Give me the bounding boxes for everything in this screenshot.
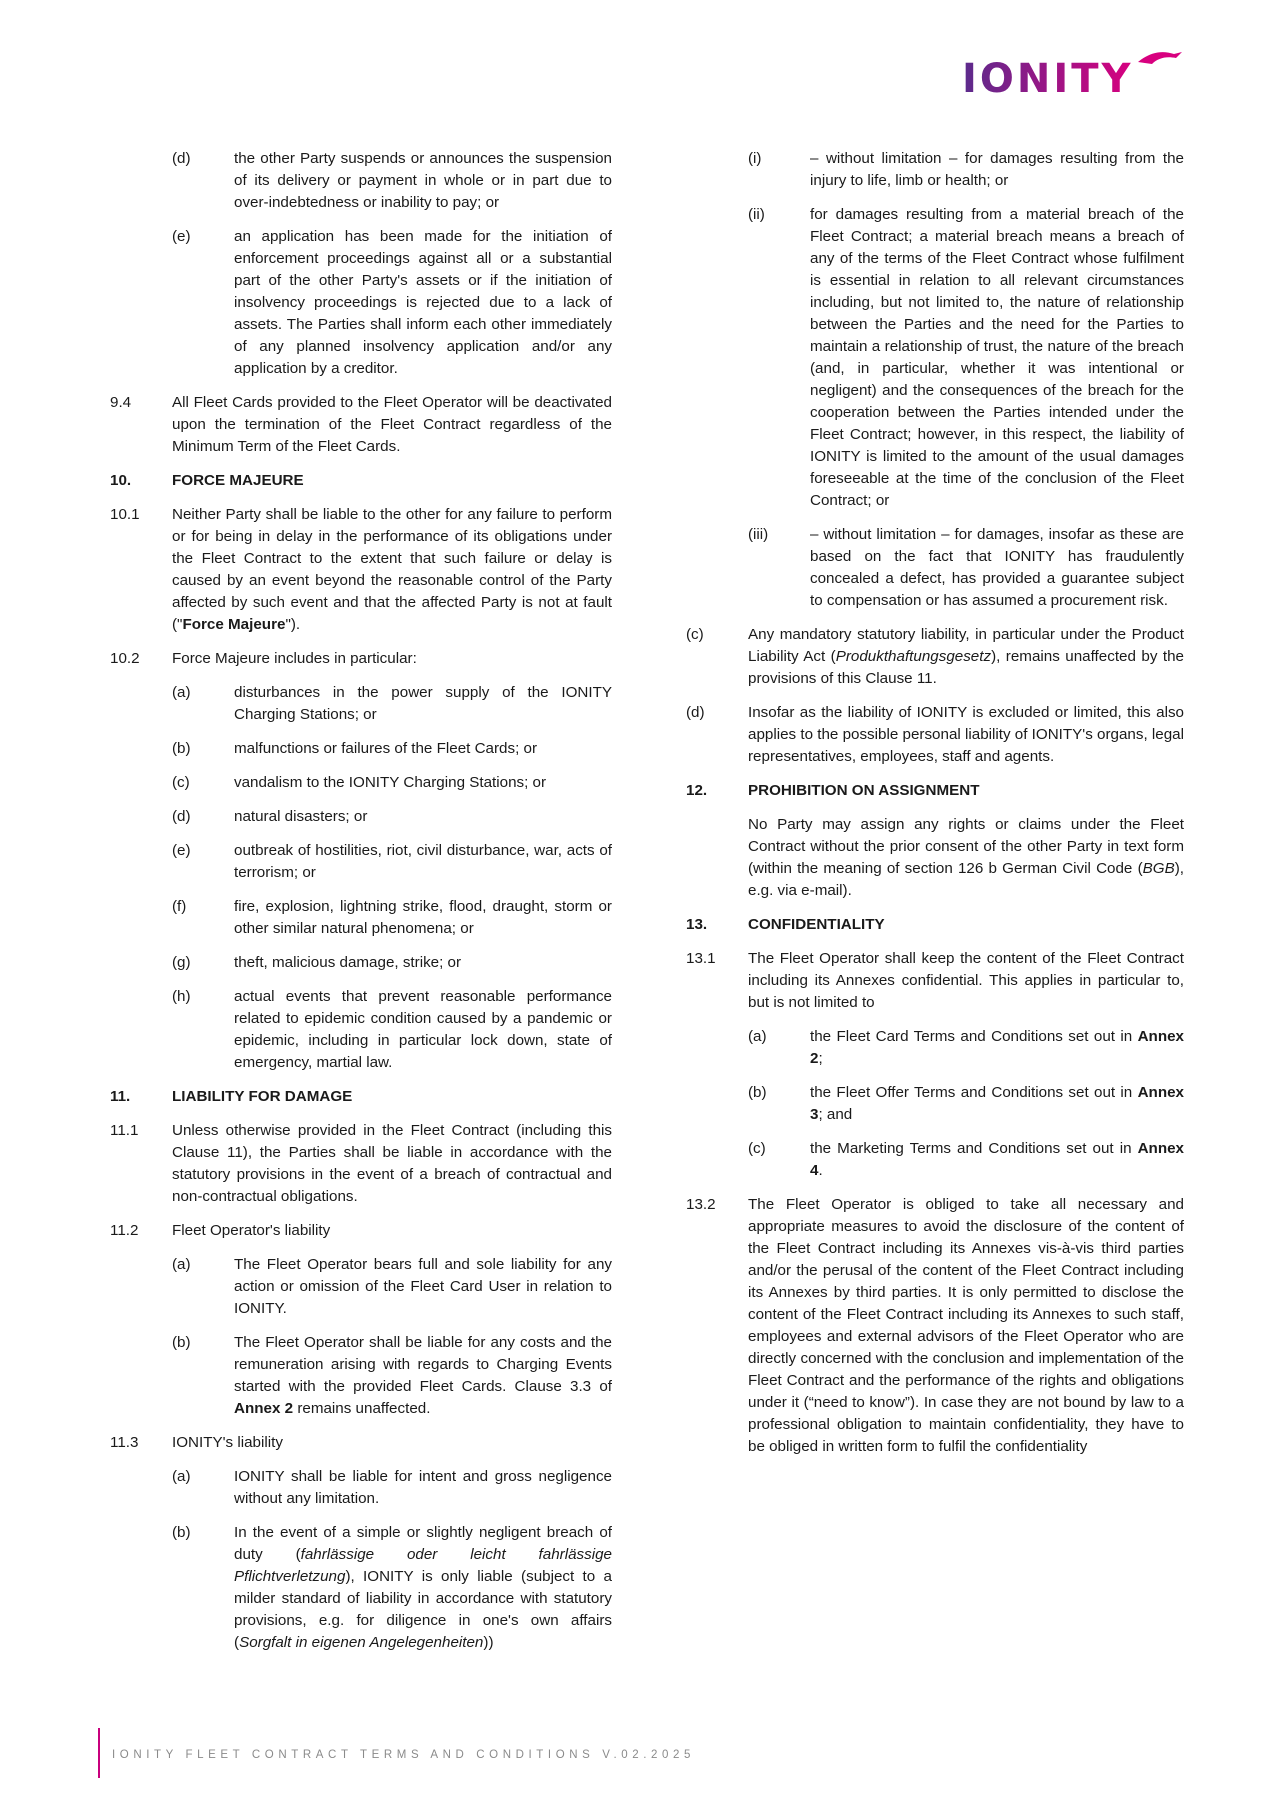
list-item xyxy=(172,1466,612,1510)
german-term: BGB xyxy=(1142,860,1175,877)
item-label: (c) xyxy=(686,626,704,643)
list-item xyxy=(172,1522,612,1654)
list-item xyxy=(748,524,1184,612)
item-text: IONITY shall be liable for intent and gross negligence without any limitation. xyxy=(234,1468,612,1507)
list-item xyxy=(748,204,1184,512)
item-label: (a) xyxy=(748,1028,767,1045)
clause-text: The Fleet Operator is obliged to take all necessary and appropriate measures to avoid the disclosure of the content of the Fleet Contract including its Annexes vis-à-vis third parties and/or the perusal of the content of the Fleet Contract including its Annexes by third parties. It is only permitted to disclose the content of the Fleet Contract including its Annexes to such staff, employees and external advisors of the Fleet Operator who are directly concerned with the conclusion and implementation of the Fleet Contract and the performance of the rights and obligations under it (“need to know”). In case they are not bound by law to a professional obligation to maintain confidentiality, they have to be obliged in written form to fulfil the confidentiality xyxy=(748,1196,1184,1455)
logo-wordmark: IONITY xyxy=(962,56,1134,100)
clause-11-2 xyxy=(110,1220,612,1242)
section-title: LIABILITY FOR DAMAGE xyxy=(172,1088,353,1105)
clause-text: No Party may assign any rights or claims under the Fleet Contract without the prior consent of the other Party in text form (within the meaning of section 126 b German Civil Code (BGB), e.g. via e-mail). xyxy=(748,816,1184,899)
clause-number: 10.1 xyxy=(110,506,140,523)
list-item: (c) vandalism to the IONITY Charging Stations; or xyxy=(172,774,547,791)
clause-number: 13.1 xyxy=(686,950,716,967)
item-text: Any mandatory statutory liability, in particular under the Product Liability Act (Produkthaftungsgesetz), remains unaffected by the provisions of this Clause 11. xyxy=(748,626,1184,687)
item-text: the other Party suspends or announces the suspension of its delivery or payment in whole or in part due to over-indebtedness or inability to pay; or xyxy=(234,150,612,211)
clause-10-1 xyxy=(110,504,612,636)
ionity-logo xyxy=(962,48,1184,100)
item-label: (e) xyxy=(172,228,191,245)
list-item xyxy=(748,1082,1184,1126)
list-item: (h) actual events that prevent reasonable performance related to epidemic condition caused by a pandemic or epidemic, including in particular lock down, state of emergency, martial law. xyxy=(172,988,612,1071)
clause-number: 9.4 xyxy=(110,394,132,411)
right-column xyxy=(686,148,1184,1470)
annex-ref: Annex 4 xyxy=(810,1140,1184,1179)
item-label: (b) xyxy=(172,1524,191,1541)
list-item xyxy=(172,148,612,214)
clause-text: IONITY's liability xyxy=(172,1434,283,1451)
list-item xyxy=(748,1138,1184,1182)
clause-13-2 xyxy=(686,1194,1184,1458)
clause-number: 13.2 xyxy=(686,1196,716,1213)
item-text: In the event of a simple or slightly negligent breach of duty (fahrlässige oder leicht fahrlässige Pflichtverletzung), IONITY is only liable (subject to a milder standard of liability in accordance with statutory provisions, e.g. for diligence in one's own affairs (Sorgfalt in eigenen Angelegenheiten)) xyxy=(234,1524,613,1651)
item-text: the Marketing Terms and Conditions set out in Annex 4. xyxy=(810,1140,1184,1179)
item-text: the Fleet Card Terms and Conditions set out in Annex 2; xyxy=(810,1028,1184,1067)
item-label: (a) xyxy=(172,1468,191,1485)
list-item: (b) malfunctions or failures of the Fleet Cards; or xyxy=(172,740,538,757)
section-12-heading xyxy=(686,780,1184,802)
item-text: The Fleet Operator bears full and sole liability for any action or omission of the Fleet Card User in relation to IONITY. xyxy=(234,1256,612,1317)
clause-11-1 xyxy=(110,1120,612,1208)
force-majeure-list xyxy=(110,682,612,1074)
list-item: (f) fire, explosion, lightning strike, flood, draught, storm or other similar natural phenomena; or xyxy=(172,898,612,937)
list-item: (e) outbreak of hostilities, riot, civil disturbance, war, acts of terrorism; or xyxy=(172,842,612,881)
clause-13-1 xyxy=(686,948,1184,1014)
section-title: PROHIBITION ON ASSIGNMENT xyxy=(748,782,980,799)
list-item: (d) natural disasters; or xyxy=(172,808,368,825)
clause-text: Fleet Operator's liability xyxy=(172,1222,331,1239)
list-item: (a) disturbances in the power supply of the IONITY Charging Stations; or xyxy=(172,684,612,723)
item-label: (b) xyxy=(172,1334,191,1351)
item-text: an application has been made for the initiation of enforcement proceedings against all or a substantial part of the other Party's assets or if the initiation of insolvency proceedings is rejected due to a lack of assets. The Parties shall inform each other immediately of any planned insolvency application and/or any application by a creditor. xyxy=(234,228,612,377)
item-label: (d) xyxy=(172,150,191,167)
clause-number: 11.3 xyxy=(110,1434,139,1451)
clause-10-2 xyxy=(110,648,612,670)
item-text: The Fleet Operator shall be liable for any costs and the remuneration arising with regards to Charging Events started with the provided Fleet Cards. Clause 3.3 of Annex 2 remains unaffected. xyxy=(234,1334,612,1417)
list-item xyxy=(686,624,1184,690)
german-term: fahrlässige oder leicht fahrlässige Pflichtverletzung xyxy=(234,1546,613,1585)
section-11-heading xyxy=(110,1086,612,1108)
list-item xyxy=(748,1026,1184,1070)
clause-text: Unless otherwise provided in the Fleet Contract (including this Clause 11), the Parties shall be liable in accordance with the statutory provisions in the event of a breach of contractual and non-contractual obligations. xyxy=(172,1122,612,1205)
section-number: 12. xyxy=(686,782,708,799)
section-number: 13. xyxy=(686,916,708,933)
item-text: Insofar as the liability of IONITY is excluded or limited, this also applies to the possible personal liability of IONITY's organs, legal representatives, employees, staff and agents. xyxy=(748,704,1184,765)
item-text: the Fleet Offer Terms and Conditions set out in Annex 3; and xyxy=(810,1084,1184,1123)
german-term: Produkthaftungsgesetz xyxy=(835,648,992,665)
section-title: FORCE MAJEURE xyxy=(172,472,304,489)
list-item xyxy=(748,148,1184,192)
section-number: 11. xyxy=(110,1088,131,1105)
section-13-heading xyxy=(686,914,1184,936)
clause-number: 11.1 xyxy=(110,1122,139,1139)
item-text: for damages resulting from a material breach of the Fleet Contract; a material breach means a breach of any of the terms of the Fleet Contract whose fulfilment is essential in relation to all relevant circumstances including, but not limited to, the nature of relationship between the Parties and the need for the Parties to maintain a relationship of trust, the nature of the breach (and, in particular, whether it was intentional or negligent) and the consequences of the breach for the cooperation between the Parties intended under the Fleet Contract; however, in this respect, the liability of IONITY is limited to the amount of the usual damages foreseeable at the time of the conclusion of the Fleet Contract; or xyxy=(810,206,1184,509)
item-label: (c) xyxy=(748,1140,766,1157)
clause-9-4 xyxy=(110,392,612,458)
annex-ref: Annex 2 xyxy=(234,1400,294,1417)
left-column xyxy=(110,148,612,1666)
list-item xyxy=(172,1332,612,1420)
item-label: (iii) xyxy=(748,526,769,543)
item-label: (ii) xyxy=(748,206,765,223)
list-item: (g) theft, malicious damage, strike; or xyxy=(172,954,462,971)
section-number: 10. xyxy=(110,472,132,489)
annex-ref: Annex 2 xyxy=(810,1028,1184,1067)
defined-term: Force Majeure xyxy=(182,616,286,633)
bird-icon xyxy=(1138,52,1182,64)
footer-accent-bar xyxy=(98,1728,100,1778)
annex-ref: Annex 3 xyxy=(810,1084,1184,1123)
clause-text: Neither Party shall be liable to the other for any failure to perform or for being in delay in the performance of its obligations under the Fleet Contract to the extent that such failure or delay is caused by an event beyond the reasonable control of the Party affected by such event and that the affected Party is not at fault ("Force Majeure"). xyxy=(172,506,612,633)
item-text: – without limitation – for damages, insofar as these are based on the fact that IONITY has fraudulently concealed a defect, has provided a guarantee subject to compensation or has assumed a procurement risk. xyxy=(810,526,1184,609)
section-10-heading xyxy=(110,470,612,492)
section-title: CONFIDENTIALITY xyxy=(748,916,885,933)
clause-number: 11.2 xyxy=(110,1222,139,1239)
clause-text: Force Majeure includes in particular: xyxy=(172,650,417,667)
clause-text: The Fleet Operator shall keep the content of the Fleet Contract including its Annexes confidential. This applies in particular to, but is not limited to xyxy=(748,950,1184,1011)
item-label: (b) xyxy=(748,1084,767,1101)
list-item xyxy=(686,702,1184,768)
list-item xyxy=(172,226,612,380)
footer-text: IONITY FLEET CONTRACT TERMS AND CONDITIONS V.02.2025 xyxy=(112,1749,696,1761)
item-label: (i) xyxy=(748,150,762,167)
item-label: (a) xyxy=(172,1256,191,1273)
clause-number: 10.2 xyxy=(110,650,140,667)
item-text: – without limitation – for damages resulting from the injury to life, limb or health; or xyxy=(810,150,1184,189)
clause-11-3 xyxy=(110,1432,612,1454)
list-item xyxy=(172,1254,612,1320)
clause-text: All Fleet Cards provided to the Fleet Operator will be deactivated upon the termination of the Fleet Contract regardless of the Minimum Term of the Fleet Cards. xyxy=(172,394,612,455)
german-term: Sorgfalt in eigenen Angelegenheiten xyxy=(239,1634,484,1651)
item-label: (d) xyxy=(686,704,705,721)
section-12-text xyxy=(686,814,1184,902)
